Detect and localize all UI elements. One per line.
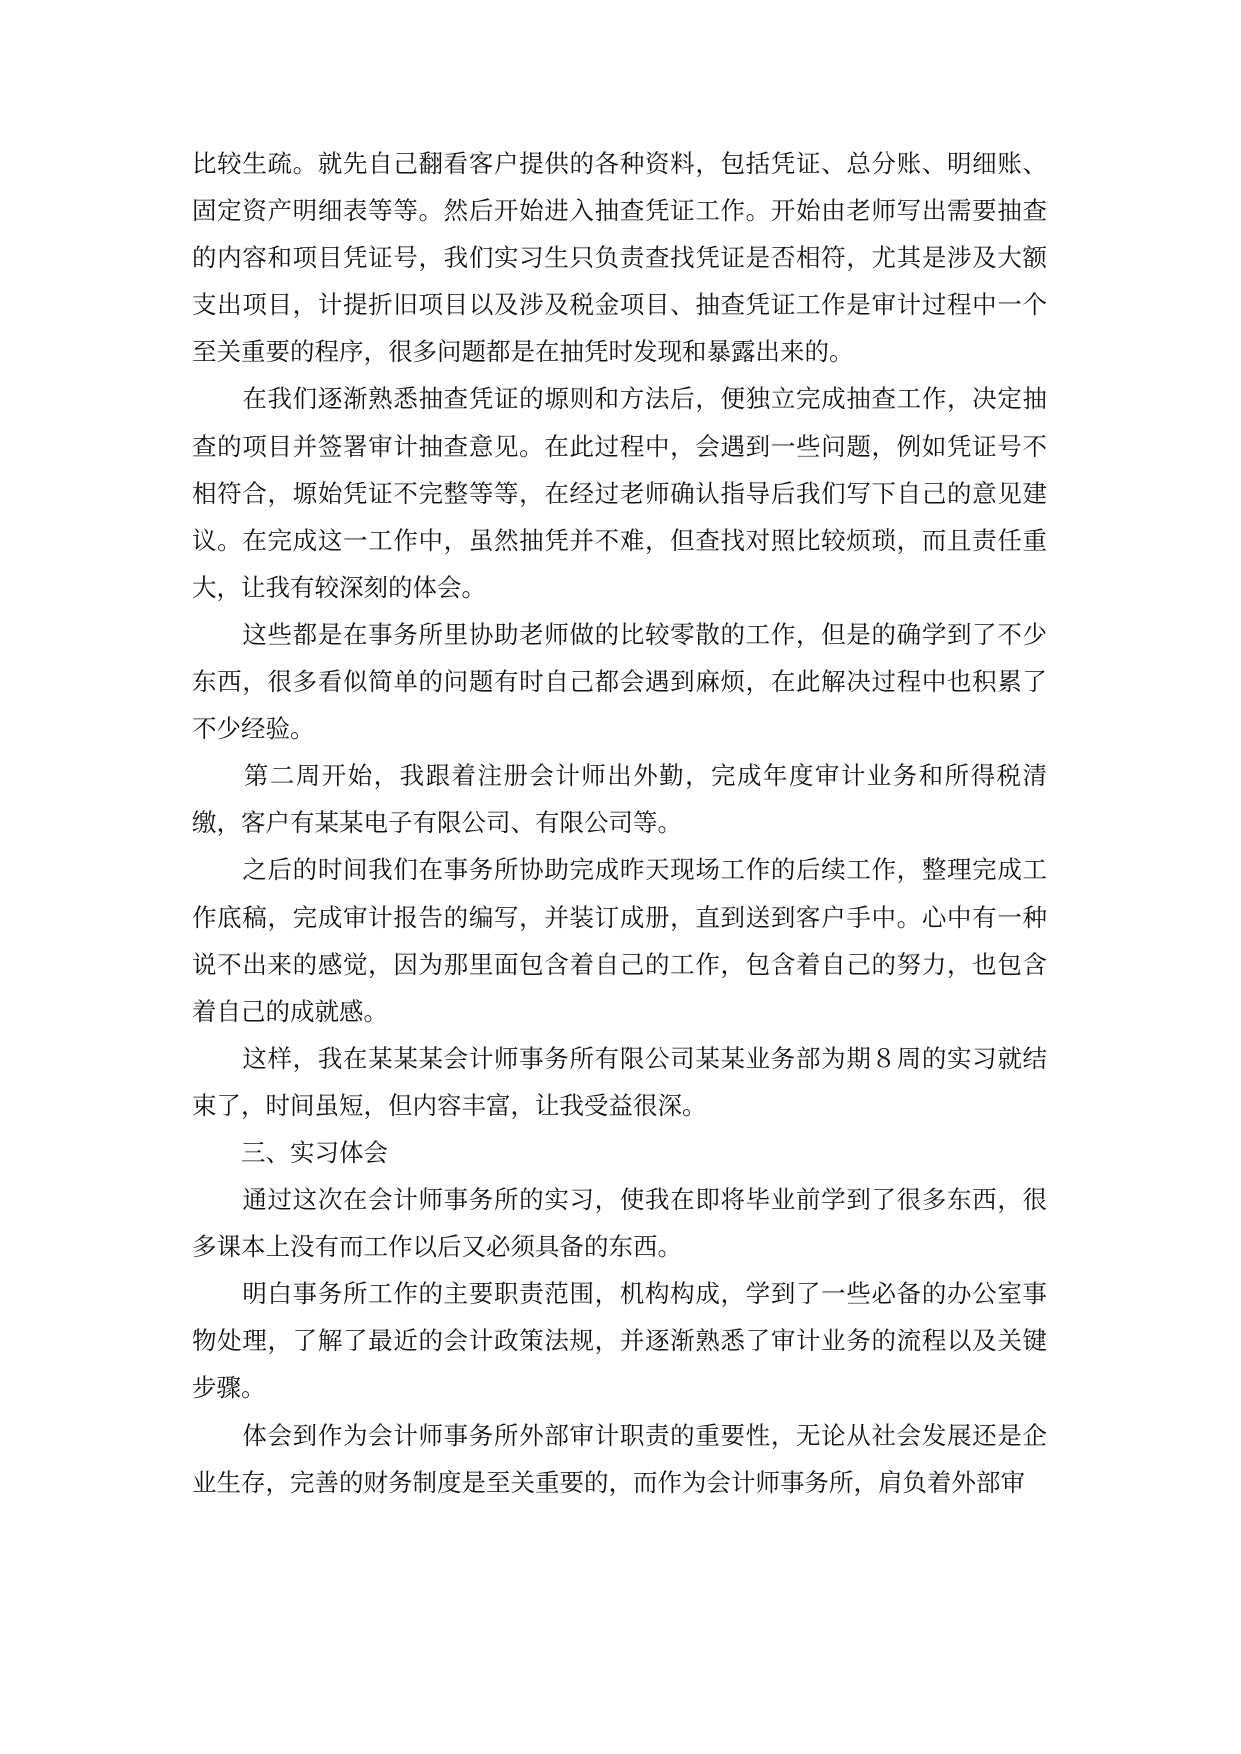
paragraph-6: 这样，我在某某某会计师事务所有限公司某某业务部为期８周的实习就结束了，时间虽短，但内容丰富，让我受益很深。 — [192, 1043, 1047, 1120]
section-heading: 三、实习体会 — [192, 1137, 388, 1167]
paragraph-3: 这些都是在事务所里协助老师做的比较零散的工作，但是的确学到了不少东西，很多看似简单的问题有时自己都会遇到麻烦，在此解决过程中也积累了不少经验。 — [192, 619, 1047, 744]
paragraph-8: 明白事务所工作的主要职责范围，机构构成，学到了一些必备的办公室事物处理，了解了最近的会计政策法规，并逐渐熟悉了审计业务的流程以及关键步骤。 — [192, 1279, 1047, 1403]
paragraph-5: 之后的时间我们在事务所协助完成昨天现场工作的后续工作，整理完成工作底稿，完成审计报告的编写，并装订成册，直到送到客户手中。心中有一种说不出来的感觉，因为那里面包含着自己的工作，包含着自己的努力，也包含着自己的成就感。 — [192, 855, 1047, 1026]
paragraph-4: 第二周开始，我跟着注册会计师出外勤，完成年度审计业务和所得税清缴，客户有某某电子有限公司、有限公司等。 — [192, 761, 1047, 838]
paragraph-7: 通过这次在会计师事务所的实习，使我在即将毕业前学到了很多东西，很多课本上没有而工作以后又必须具备的东西。 — [192, 1185, 1047, 1262]
paragraph-1: 比较生疏。就先自己翻看客户提供的各种资料，包括凭证、总分账、明细账、固定资产明细表等等。然后开始进入抽查凭证工作。开始由老师写出需要抽查的内容和项目凭证号，我们实习生只负责查找凭证是否相符，尤其是涉及大额支出项目，计提折旧项目以及涉及税金项目、抽查凭证工作是审计过程中一个至关重要的程序，很多问题都是在抽凭时发现和暴露出来的。 — [192, 149, 1047, 367]
paragraph-9: 体会到作为会计师事务所外部审计职责的重要性，无论从社会发展还是企业生存，完善的财务制度是至关重要的，而作为会计师事务所，肩负着外部审 — [192, 1420, 1047, 1497]
document-body — [192, 140, 1047, 1506]
paragraph-2: 在我们逐渐熟悉抽查凭证的塬则和方法后，便独立完成抽查工作，决定抽查的项目并签署审计抽查意见。在此过程中，会遇到一些问题，例如凭证号不相符合，塬始凭证不完整等等，在经过老师确认指导后我们写下自己的意见建议。在完成这一工作中，虽然抽凭并不难，但查找对照比较烦琐，而且责任重大，让我有较深刻的体会。 — [192, 384, 1047, 602]
